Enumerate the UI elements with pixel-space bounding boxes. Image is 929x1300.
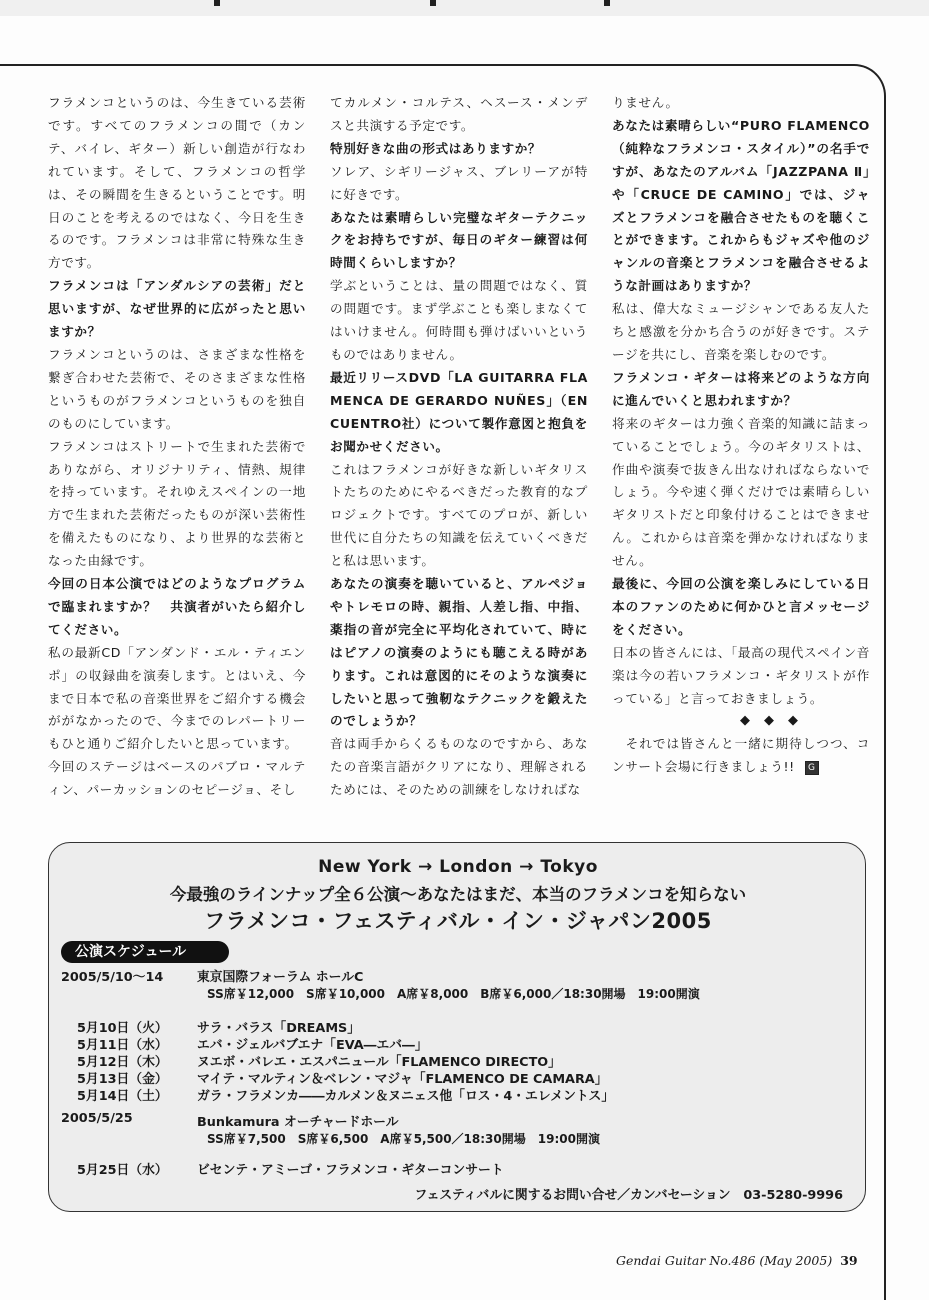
contact-info: フェスティバルに関するお問い合せ／カンバセーション 03-5280-9996 [414, 1188, 843, 1203]
show-program: ヌエボ・バレエ・エスパニュール「FLAMENCO DIRECTO」 [197, 1055, 561, 1070]
article-column-3 [612, 92, 870, 779]
interview-answer: 学ぶということは、量の問題ではなく、質の問題です。まず学ぶことも楽しまなくてはいけません。何時間も弾けばいいというものではありません。 [330, 278, 588, 362]
interview-answer: てカルメン・コルテス、ヘスース・メンデスと共演する予定です。 [330, 95, 588, 133]
interview-answer: 私は、偉大なミュージシャンである友人たちと感激を分かち合うのが好きです。ステージを共にし、音楽を楽しむのです。 [612, 301, 870, 362]
interview-answer: フラメンコはストリートで生まれた芸術でありながら、オリジナリティ、情熱、規律を持っています。それゆえスペインの一地方で生まれた芸術だったものが深い芸術性を備えたものになり、より世界的な芸術となった由縁です。 [48, 438, 306, 569]
interview-answer: 日本の皆さんには、「最高の現代スペイン音楽は今の若いフラメンコ・ギタリストが作っている」と言っておきましょう。 [612, 644, 870, 706]
closing-sentence: それでは皆さんと一緒に期待しつつ、コンサート会場に行きましょう!! [612, 736, 870, 775]
interview-answer: 私の最新CD「アンダンド・エル・ティエンポ」の収録曲を演奏します。とはいえ、今まで日本で私の音楽世界をご紹介する機会ががなかったので、今までのレパートリーもひと通りご紹介したいと思っています。 [48, 644, 306, 752]
interview-answer: フラメンコというのは、今生きている芸術です。すべてのフラメンコの間で（カンテ、バイレ、ギター）新しい創造が行なわれています。そして、フラメンコの哲学は、その瞬間を生きるということです。明日のことを考えるのではなく、今日を生きるのです。フラメンコは非常に特殊な生き方です。 [48, 95, 306, 271]
section-divider-diamonds: ◆◆◆ [740, 713, 812, 729]
show-date: 5月14日（土） [77, 1089, 168, 1104]
closing-text [612, 733, 870, 779]
interview-answer: 音は両手からくるものなのですから、あなたの音楽言語がクリアになり、理解されるためには、そのための訓練をしなければな [330, 736, 588, 798]
interview-question: 今回の日本公演ではどのようなプログラムで臨まれますか？ 共演者がいたら紹介してください。 [48, 576, 306, 637]
venue1-name: 東京国際フォーラム ホールC [197, 970, 364, 985]
venue1-date: 2005/5/10～14 [61, 970, 164, 985]
scan-mark [430, 0, 436, 6]
venue1-prices: SS席￥12,000 S席￥10,000 A席￥8,000 B席￥6,000／18:30開場 19:00開演 [207, 987, 700, 1001]
tour-route: New York → London → Tokyo [318, 857, 598, 877]
show-program: ビセンテ・アミーゴ・フラメンコ・ギターコンサート [197, 1163, 504, 1178]
interview-question: あなたは素晴らしい“PURO FLAMENCO（純粋なフラメンコ・スタイル）”の名手ですが、あなたのアルバム「JAZZPANA Ⅱ」や「CRUCE DE CAMINO」では、ジャズとフラメンコを融合させたものを聴くことができます。これからもジャズや他のジャンルの音楽とフラメンコを融合させるような計画はありますか？ [612, 117, 870, 294]
interview-answer: これはフラメンコが好きな新しいギタリストたちのためにやるべきだった教育的なプロジェクトです。すべてのプロが、新しい世代に自分たちの知識を伝えていくべきだと私は思います。 [330, 461, 588, 569]
interview-question: フラメンコ・ギターは将来どのような方向に進んでいくと思われますか？ [612, 369, 870, 408]
scan-top-strip [0, 0, 929, 16]
page-number: 39 [840, 1253, 858, 1268]
page-footer [616, 1253, 876, 1268]
interview-answer: 将来のギターは力強く音楽的知識に詰まっていることでしょう。今のギタリストは、作曲や演奏で抜きん出なければならないでしょう。今や速く弾くだけでは素晴らしいギタリストだと印象付けることはできません。これからは音楽を弾かなければなりません。 [612, 415, 870, 569]
interview-question: 特別好きな曲の形式はありますか？ [330, 140, 542, 156]
venue2-prices: SS席￥7,500 S席￥6,500 A席￥5,500／18:30開場 19:00開演 [207, 1132, 600, 1146]
interview-question: あなたの演奏を聴いていると、アルペジョやトレモロの時、親指、人差し指、中指、薬指の音が完全に平均化されていて、時にはピアノの演奏のようにも聴こえる時があります。これは意図的にそのような演奏にしたいと思って強靭なテクニックを鍛えたのでしょうか？ [330, 576, 588, 729]
magazine-issue: Gendai Guitar No.486 (May 2005) [616, 1253, 833, 1268]
show-program: マイテ・マルティン＆ベレン・マジャ「FLAMENCO DE CAMARA」 [197, 1072, 608, 1087]
article-column-1 [48, 92, 306, 802]
interview-question: 最近リリースDVD「LA GUITARRA FLAMENCA DE GERARDO NUÑES」（ENCUENTRO社）について製作意図と抱負をお聞かせください。 [330, 369, 588, 454]
show-date: 5月10日（火） [77, 1021, 168, 1036]
venue2-name: Bunkamura オーチャードホール [197, 1115, 399, 1130]
show-date: 5月12日（木） [77, 1055, 168, 1070]
interview-answer: フラメンコというのは、さまざまな性格を繋ぎ合わせた芸術で、そのさまざまな性格というものがフラメンコというものを独自のものにしています。 [48, 346, 306, 431]
interview-question: あなたは素晴らしい完璧なギターテクニックをお持ちですが、毎日のギター練習は何時間くらいしますか？ [330, 209, 588, 271]
interview-answer: りません。 [612, 95, 679, 110]
festival-title: フラメンコ・フェスティバル・イン・ジャパン2005 [204, 909, 712, 933]
festival-schedule-box [48, 842, 866, 1212]
show-program: サラ・バラス「DREAMS」 [197, 1021, 361, 1036]
scan-mark [604, 0, 610, 6]
interview-answer: 今回のステージはベースのパブロ・マルティン、パーカッションのセピージョ、そし [48, 759, 306, 798]
interview-question: 最後に、今回の公演を楽しみにしている日本のファンのために何かひと言メッセージをください。 [612, 576, 870, 637]
venue2-date: 2005/5/25 [61, 1111, 133, 1126]
show-program: ガラ・フラメンカ――カルメン＆ヌニェス他「ロス・4・エレメントス」 [197, 1089, 615, 1104]
interview-answer: ソレア、シギリージャス、ブレリーアが特に好きです。 [330, 163, 588, 202]
show-date: 5月11日（水） [77, 1038, 168, 1053]
festival-tagline: 今最強のラインナップ全６公演～あなたはまだ、本当のフラメンコを知らない [169, 885, 747, 904]
show-program: エバ・ジェルバブエナ「EVA―エバ―」 [197, 1038, 428, 1053]
article-column-2 [330, 92, 588, 802]
end-mark-icon: G [805, 761, 819, 775]
scan-mark [214, 0, 220, 6]
interview-question: フラメンコは「アンダルシアの芸術」だと思いますが、なぜ世界的に広がったと思いますか？ [48, 278, 306, 340]
show-date: 5月13日（金） [77, 1072, 168, 1087]
schedule-badge: 公演スケジュール [61, 941, 229, 963]
show-date: 5月25日（水） [77, 1163, 168, 1178]
